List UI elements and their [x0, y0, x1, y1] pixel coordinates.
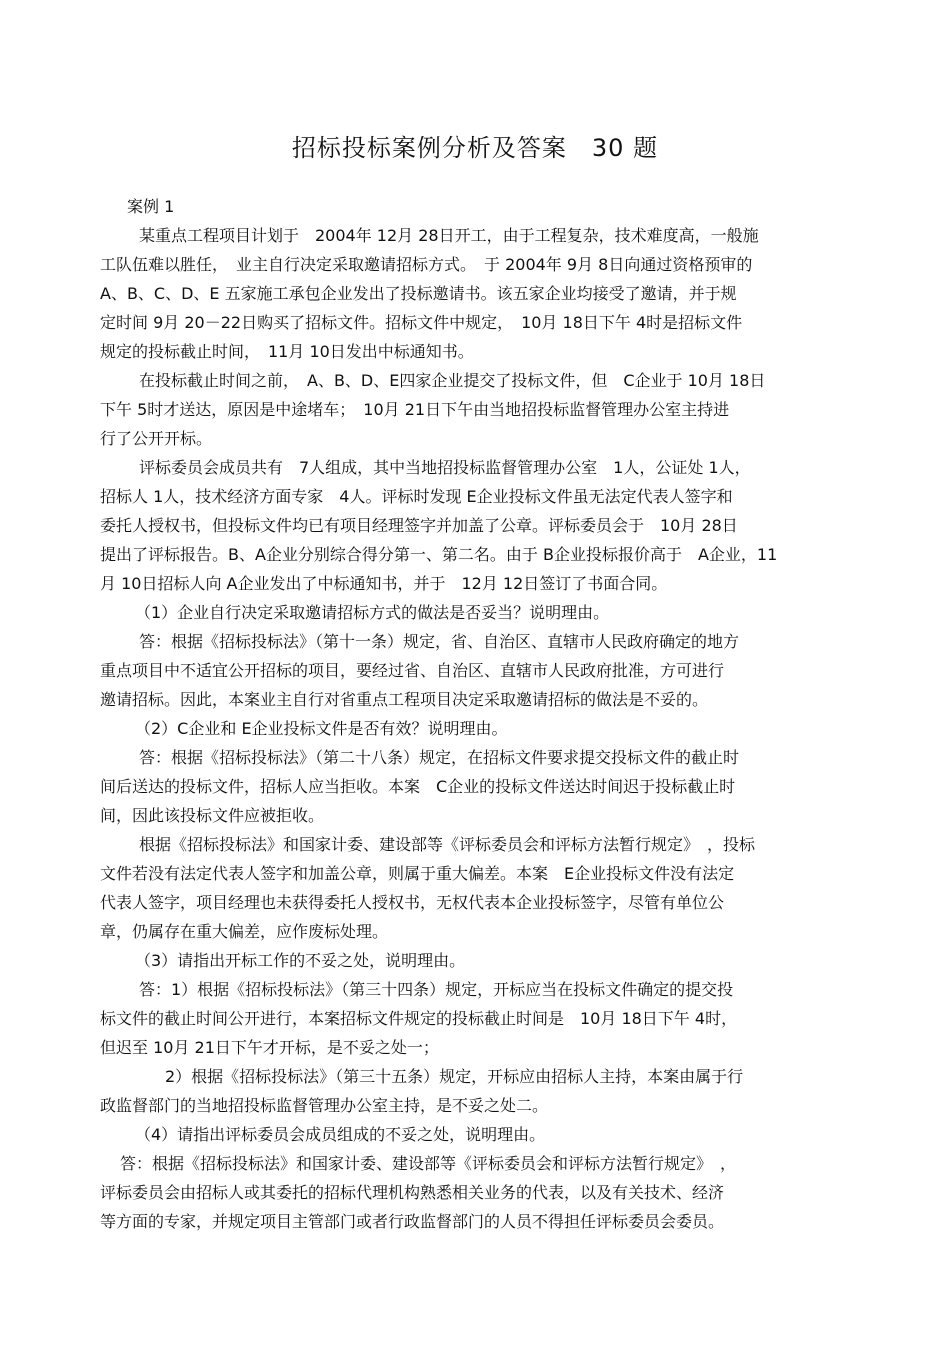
answer-line: 答：根据《招标投标法》（第二十八条）规定，在招标文件要求提交投标文件的截止时 [139, 748, 740, 767]
document-title: 招标投标案例分析及答案 30 题 [291, 134, 659, 162]
answer-line: 代表人签字，项目经理也未获得委托人授权书，无权代表本企业投标签字，尽管有单位公 [100, 893, 725, 912]
case-heading: 案例 1 [127, 197, 175, 216]
answer-line: 2）根据《招标投标法》（第三十五条）规定，开标应由招标人主持，本案由属于行 [165, 1067, 744, 1086]
answer-line: 文件若没有法定代表人签字和加盖公章，则属于重大偏差。本案 E企业投标文件没有法定 [100, 864, 735, 883]
question-4: （4）请指出评标委员会成员组成的不妥之处，说明理由。 [135, 1125, 546, 1144]
paragraph-line: 规定的投标截止时间， 11月 10日发出中标通知书。 [100, 342, 474, 361]
answer-line: 章，仍属存在重大偏差，应作废标处理。 [100, 922, 389, 941]
paragraph-line: 委托人授权书，但投标文件均已有项目经理签字并加盖了公章。评标委员会于 10月 28日 [100, 516, 738, 535]
answer-line: 答：根据《招标投标法》和国家计委、建设部等《评标委员会和评标方法暂行规定》 ， [120, 1154, 737, 1173]
paragraph-line: 工队伍难以胜任， 业主自行决定采取邀请招标方式。 于 2004年 9月 8日向通过资格预审的 [100, 255, 753, 274]
paragraph-line: A、B、C、D、E 五家施工承包企业发出了投标邀请书。该五家企业均接受了邀请，并于规 [100, 284, 737, 303]
paragraph-line: 招标人 1人，技术经济方面专家 4人。评标时发现 E企业投标文件虽无法定代表人签字和 [100, 487, 733, 506]
answer-line: 间后送达的投标文件，招标人应当拒收。本案 C企业的投标文件送达时间迟于投标截止时 [100, 777, 736, 796]
question-2: （2）C企业和 E企业投标文件是否有效？说明理由。 [135, 719, 508, 738]
paragraph-line: 评标委员会成员共有 7人组成，其中当地招投标监督管理办公室 1人，公证处 1人， [139, 458, 751, 477]
answer-line: 政监督部门的当地招投标监督管理办公室主持，是不妥之处二。 [100, 1096, 549, 1115]
paragraph-line: 行了公开开标。 [100, 429, 213, 448]
answer-line: 根据《招标投标法》和国家计委、建设部等《评标委员会和评标方法暂行规定》 ，投标 [139, 835, 756, 854]
answer-line: 但迟至 10月 21日下午才开标，是不妥之处一； [100, 1038, 439, 1057]
answer-line: 间，因此该投标文件应被拒收。 [100, 806, 325, 825]
answer-line: 评标委员会由招标人或其委托的招标代理机构熟悉相关业务的代表，以及有关技术、经济 [100, 1183, 725, 1202]
answer-line: 答：根据《招标投标法》（第十一条）规定，省、自治区、直辖市人民政府确定的地方 [139, 632, 740, 651]
paragraph-line: 在投标截止时间之前， A、B、D、E四家企业提交了投标文件，但 C企业于 10月 18日 [139, 371, 766, 390]
answer-line: 等方面的专家，并规定项目主管部门或者行政监督部门的人员不得担任评标委员会委员。 [100, 1212, 725, 1231]
paragraph-line: 提出了评标报告。B、A企业分别综合得分第一、第二名。由于 B企业投标报价高于 A企业，11 [100, 545, 778, 564]
paragraph-line: 月 10日招标人向 A企业发出了中标通知书，并于 12月 12日签订了书面合同。 [100, 574, 668, 593]
paragraph-line: 某重点工程项目计划于 2004年 12月 28日开工，由于工程复杂，技术难度高，一般施 [139, 226, 759, 245]
paragraph-line: 定时间 9月 20－22日购买了招标文件。招标文件中规定， 10月 18日下午 4时是招标文件 [100, 313, 743, 332]
answer-line: 邀请招标。因此，本案业主自行对省重点工程项目决定采取邀请招标的做法是不妥的。 [100, 690, 709, 709]
question-3: （3）请指出开标工作的不妥之处，说明理由。 [135, 951, 466, 970]
question-1: （1）企业自行决定采取邀请招标方式的做法是否妥当？说明理由。 [135, 603, 610, 622]
answer-line: 答：1）根据《招标投标法》（第三十四条）规定，开标应当在投标文件确定的提交投 [139, 980, 734, 999]
answer-line: 标文件的截止时间公开进行，本案招标文件规定的投标截止时间是 10月 18日下午 4时， [100, 1009, 738, 1028]
answer-line: 重点项目中不适宜公开招标的项目，要经过省、自治区、直辖市人民政府批准，方可进行 [100, 661, 725, 680]
paragraph-line: 下午 5时才送达，原因是中途堵车； 10月 21日下午由当地招投标监督管理办公室主持进 [100, 400, 730, 419]
